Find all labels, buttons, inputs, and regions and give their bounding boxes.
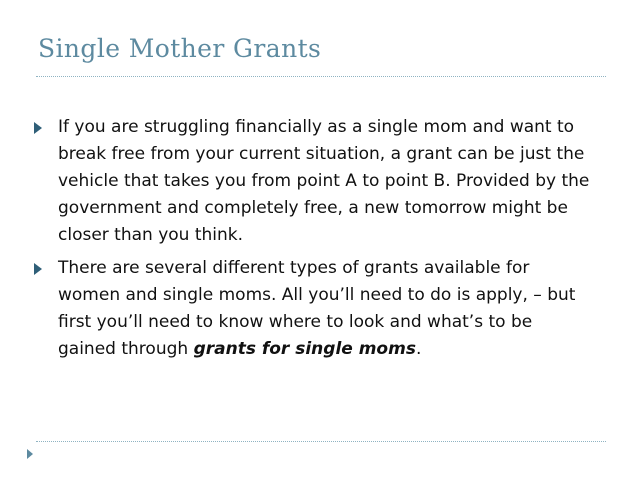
bullet-text-after: . — [415, 339, 422, 359]
bullet-item — [34, 255, 594, 363]
triangle-bullet-icon — [34, 122, 42, 134]
next-slide-icon[interactable] — [27, 449, 33, 459]
footer-divider — [36, 441, 606, 442]
title-divider — [36, 76, 606, 77]
slide-content — [34, 114, 594, 369]
slide-title: Single Mother Grants — [38, 34, 322, 63]
bullet-text: If you are struggling financially as a single mom and want to break free from your current situation, a grant can be just the vehicle that takes you from point A to point B. Provided by the government and completely free, a new tomorrow might be closer than you think. — [58, 117, 590, 245]
bullet-item — [34, 114, 594, 249]
triangle-bullet-icon — [34, 263, 42, 275]
bullet-text — [58, 255, 594, 363]
bullet-text-before: There are several different types of grants available for women and single moms. All you’ll need to do is apply, – but first you’ll need to know where to look and what’s to be gained through — [58, 258, 576, 359]
bullet-emphasis-link-text: grants for single moms — [193, 339, 416, 359]
